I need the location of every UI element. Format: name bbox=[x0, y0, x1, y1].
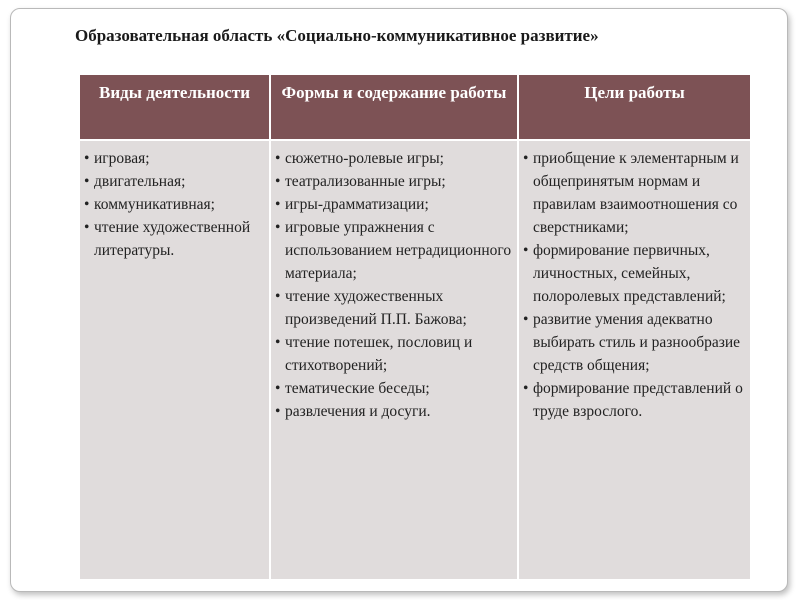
list-item: • игровые упражнения с использованием нетрадиционного материала; bbox=[275, 216, 513, 285]
header-goals: Цели работы bbox=[518, 75, 750, 140]
forms-content-list bbox=[275, 147, 513, 423]
list-item: • развитие умения адекватно выбирать стиль и разнообразие средств общения; bbox=[523, 308, 746, 377]
list-item: • двигательная; bbox=[84, 170, 265, 193]
list-item: • игры-драмматизации; bbox=[275, 193, 513, 216]
goals-list bbox=[523, 147, 746, 423]
activity-types-list bbox=[84, 147, 265, 262]
header-activity-types: Виды деятельности bbox=[80, 75, 270, 140]
list-item: • тематические беседы; bbox=[275, 377, 513, 400]
list-item: • чтение художественной литературы. bbox=[84, 216, 265, 262]
cell-activity-types bbox=[80, 140, 270, 579]
list-item: • приобщение к элементарным и общепринятым нормам и правилам взаимоотношения со сверстниками; bbox=[523, 147, 746, 239]
table-row bbox=[80, 140, 750, 579]
list-item: • театрализованные игры; bbox=[275, 170, 513, 193]
list-item: • чтение художественных произведений П.П. Бажова; bbox=[275, 285, 513, 331]
list-item: • сюжетно-ролевые игры; bbox=[275, 147, 513, 170]
list-item: • формирование представлений о труде взрослого. bbox=[523, 377, 746, 423]
list-item: • развлечения и досуги. bbox=[275, 400, 513, 423]
content-table bbox=[80, 75, 750, 579]
list-item: • чтение потешек, пословиц и стихотворений; bbox=[275, 331, 513, 377]
table-header-row bbox=[80, 75, 750, 140]
header-forms-content: Формы и содержание работы bbox=[270, 75, 518, 140]
list-item: • игровая; bbox=[84, 147, 265, 170]
cell-forms-content bbox=[270, 140, 518, 579]
list-item: • формирование первичных, личностных, семейных, полоролевых представлений; bbox=[523, 239, 746, 308]
slide-title: Образовательная область «Социально-коммуникативное развитие» bbox=[75, 26, 599, 45]
list-item: • коммуникативная; bbox=[84, 193, 265, 216]
cell-goals bbox=[518, 140, 750, 579]
